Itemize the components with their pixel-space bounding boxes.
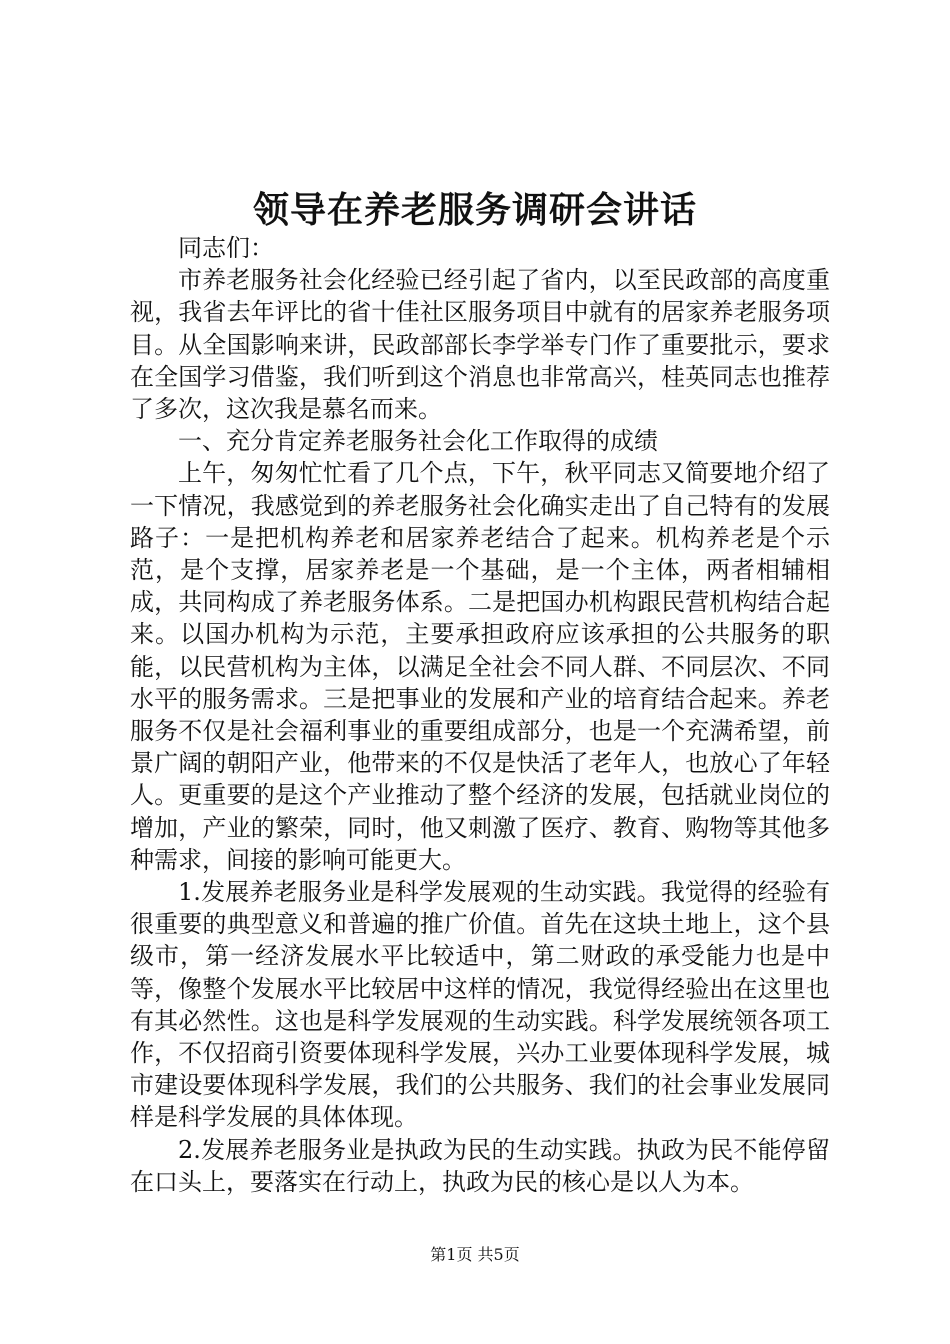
achievements-paragraph: 上午，匆匆忙忙看了几个点，下午，秋平同志又简要地介绍了一下情况，我感觉到的养老服务社会化确实走出了自己特有的发展路子：一是把机构养老和居家养老结合了起来。机构养老是个示范，是个支撑，居家养老是一个基础，是一个主体，两者相辅相成，共同构成了养老服务体系。二是把国办机构跟民营机构结合起来。以国办机构为示范，主要承担政府应该承担的公共服务的职能，以民营机构为主体，以满足全社会不同人群、不同层次、不同水平的服务需求。三是把事业的发展和产业的培育结合起来。养老服务不仅是社会福利事业的重要组成部分，也是一个充满希望，前景广阔的朝阳产业，他带来的不仅是快活了老年人，也放心了年轻人。更重要的是这个产业推动了整个经济的发展，包括就业岗位的增加，产业的繁荣，同时，他又刺激了医疗、教育、购物等其他多种需求，间接的影响可能更大。 [130, 459, 830, 874]
document-body [130, 232, 830, 1198]
document-title: 领导在养老服务调研会讲话 [252, 189, 697, 231]
point-2-paragraph: 2.发展养老服务业是执政为民的生动实践。执政为民不能停留在口头上，要落实在行动上，执政为民的核心是以人为本。 [130, 1135, 830, 1196]
salutation-paragraph: 同志们： [178, 234, 274, 262]
page-number-footer: 第1页 共5页 [430, 1245, 520, 1264]
point-1-paragraph: 1.发展养老服务业是科学发展观的生动实践。我觉得的经验有很重要的典型意义和普遍的推广价值。首先在这块土地上，这个县级市，第一经济发展水平比较适中，第二财政的承受能力也是中等，像整个发展水平比较居中这样的情况，我觉得经验出在这里也有其必然性。这也是科学发展观的生动实践。科学发展统领各项工作，不仅招商引资要体现科学发展，兴办工业要体现科学发展，城市建设要体现科学发展，我们的公共服务、我们的社会事业发展同样是科学发展的具体体现。 [130, 878, 830, 1132]
section-heading-1: 一、充分肯定养老服务社会化工作取得的成绩 [178, 427, 658, 456]
intro-paragraph: 市养老服务社会化经验已经引起了省内，以至民政部的高度重视，我省去年评比的省十佳社区服务项目中就有的居家养老服务项目。从全国影响来讲，民政部部长李学举专门作了重要批示，要求在全国学习借鉴，我们听到这个消息也非常高兴，桂英同志也推荐了多次，这次我是慕名而来。 [130, 266, 830, 424]
